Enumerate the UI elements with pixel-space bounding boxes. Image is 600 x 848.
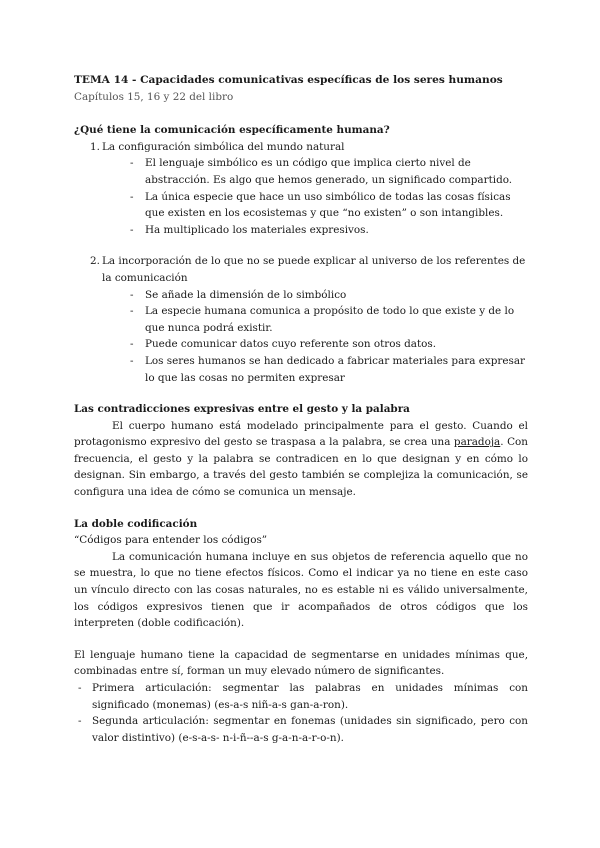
bullet-item <box>74 303 528 336</box>
articulation-item-2 <box>74 713 528 746</box>
document-subtitle: Capítulos 15, 16 y 22 del libro <box>74 90 234 103</box>
paragraph-gesture-word <box>74 418 528 501</box>
bullet-text: La única especie que hace un uso simbólico de todas las cosas físicas que existen en los ecosistemas y que “no existen” o son intangibles. <box>145 190 511 220</box>
bullet-text: Puede comunicar datos cuyo referente son otros datos. <box>145 338 437 351</box>
dash-marker: - <box>130 354 134 367</box>
bullet-item <box>74 222 528 239</box>
numbered-item-2 <box>74 253 528 286</box>
dash-marker: - <box>78 715 82 728</box>
document-page <box>74 72 528 746</box>
bullet-text: La especie humana comunica a propósito de todo lo que existe y de lo que nunca podrá existir. <box>145 305 515 334</box>
section-heading-gesture-word: Las contradicciones expresivas entre el gesto y la palabra <box>74 403 410 416</box>
section-heading-double-coding: La doble codificación <box>74 517 198 530</box>
dash-marker: - <box>78 682 82 694</box>
bullet-text: El lenguaje simbólico es un código que implica cierto nivel de abstracción. Es algo que hemos generado, un significado compartido. <box>145 157 513 186</box>
bullet-item <box>74 336 528 353</box>
paragraph-text: . Con frecuencia, el gesto y la palabra se contradicen en lo que designan y en cómo lo designan. Sin embargo, a través del gesto también se complejiza la comunicación, se configura una idea de cómo se comunica un mensaje. <box>74 436 528 499</box>
document-title: TEMA 14 - Capacidades comunicativas específicas de los seres humanos <box>74 74 503 86</box>
bullet-text: Se añade la dimensión de lo simbólico <box>145 288 347 301</box>
bullet-item <box>74 189 528 222</box>
dash-marker: - <box>130 157 134 170</box>
articulation-text: Primera articulación: segmentar las palabras en unidades mínimas con significado (monemas) (es-a-s niñ-a-s gan-a-ron). <box>92 682 528 711</box>
bullet-item <box>74 287 528 304</box>
articulation-text: Segunda articulación: segmentar en fonemas (unidades sin significado, pero con valor distintivo) (e-s-a-s- n-i-ñ--a-s g-a-n-a-r-o-n). <box>92 715 528 744</box>
dash-marker: - <box>130 288 134 301</box>
articulation-item-1 <box>74 680 528 713</box>
bullet-item <box>74 353 528 386</box>
dash-marker: - <box>130 190 134 203</box>
numbered-item-1 <box>74 139 528 156</box>
paradoja-link[interactable]: paradoja <box>453 436 501 449</box>
dash-marker: - <box>130 223 134 236</box>
item-text: La configuración simbólica del mundo natural <box>102 140 345 153</box>
quote-line: “Códigos para entender los códigos” <box>74 534 268 547</box>
item-number: 2. <box>90 255 100 268</box>
paragraph-segmentation: El lenguaje humano tiene la capacidad de segmentarse en unidades mínimas que, combinadas entre sí, forman un muy elevado número de significantes. <box>74 648 528 678</box>
bullet-text: Ha multiplicado los materiales expresivos. <box>145 223 369 236</box>
item-text: La incorporación de lo que no se puede explicar al universo de los referentes de la comunicación <box>102 255 526 284</box>
section-heading-human-communication: ¿Qué tiene la comunicación específicamente humana? <box>74 124 390 137</box>
item-number: 1. <box>90 140 100 153</box>
bullet-item <box>74 155 528 188</box>
dash-marker: - <box>130 305 134 318</box>
dash-marker: - <box>130 338 134 351</box>
paragraph-double-coding: La comunicación humana incluye en sus objetos de referencia aquello que no se muestra, lo que no tiene efectos físicos. Como el indicar ya no tiene en este caso un vínculo directo con las cosas naturales, no es estable ni es válido universalmente, los códigos expresivos tienen que ir acompañados de otros códigos que los interpreten (doble codificación). <box>74 550 528 630</box>
paragraph-text: El cuerpo humano está modelado principalmente para el gesto. Cuando el protagonismo expresivo del gesto se traspasa a la palabra, se crea una <box>74 419 528 449</box>
bullet-text: Los seres humanos se han dedicado a fabricar materiales para expresar lo que las cosas no permiten expresar <box>145 354 526 384</box>
